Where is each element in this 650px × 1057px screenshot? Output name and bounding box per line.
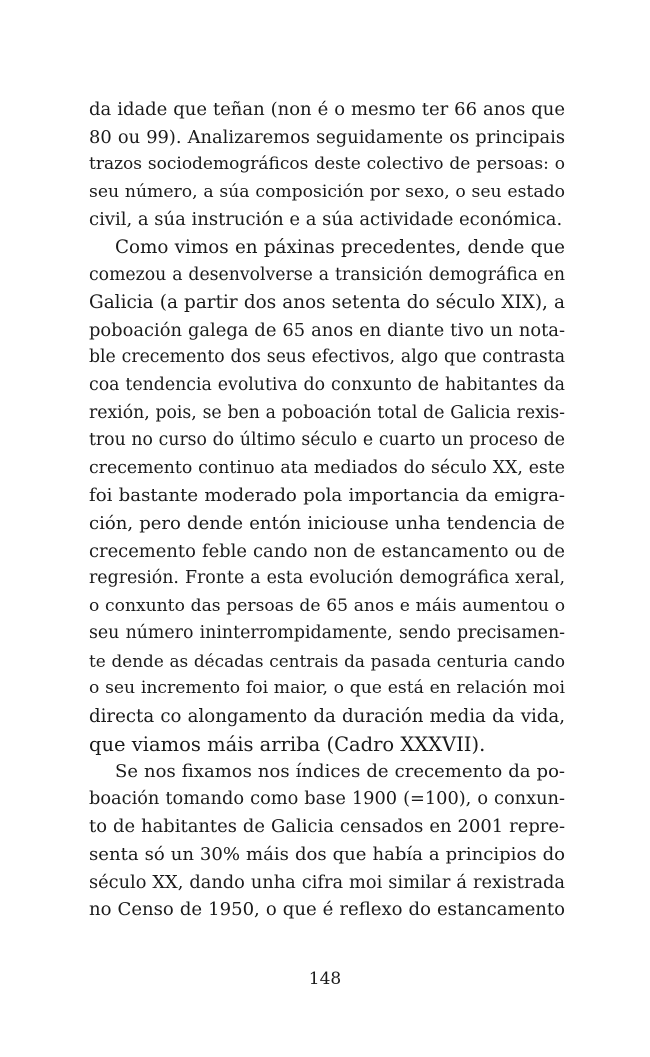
text-line: regresión. Fronte a esta evolución demográfica xeral, — [89, 568, 565, 589]
text-line: coa tendencia evolutiva do conxunto de habitantes da — [89, 374, 565, 395]
body-text — [89, 96, 565, 924]
text-line: rexión, pois, se ben a poboación total de Galicia rexis- — [89, 402, 565, 423]
text-line: 80 ou 99). Analizaremos seguidamente os principais — [89, 126, 565, 148]
text-line: no Censo de 1950, o que é reflexo do estancamento — [89, 899, 565, 921]
text-line: foi bastante moderado pola importancia da emigra- — [89, 485, 565, 507]
text-line: seu número, a súa composición por sexo, o seu estado — [89, 181, 565, 202]
text-line: to de habitantes de Galicia censados en 2001 repre- — [89, 816, 565, 838]
text-line: senta só un 30% máis dos que había a principios do — [89, 844, 565, 866]
text-line: o seu incremento foi maior, o que está en relación moi — [89, 678, 565, 699]
text-line: trazos sociodemográficos deste colectivo de persoas: o — [89, 154, 565, 175]
text-line: trou no curso do último século e cuarto un proceso de — [89, 430, 565, 451]
text-line: da idade que teñan (non é o mesmo ter 66 anos que — [89, 99, 565, 120]
text-line: Galicia (a partir dos anos setenta do século XIX), a — [89, 292, 565, 314]
text-line: ción, pero dende entón iniciouse unha tendencia de — [89, 512, 565, 534]
text-line: comezou a desenvolverse a transición demográfica en — [89, 264, 565, 285]
text-line: crecemento continuo ata mediados do século XX, este — [89, 457, 565, 478]
text-line: Se nos fixamos nos índices de crecemento da po- — [115, 761, 565, 783]
text-line: directa co alongamento da duración media da vida, — [89, 706, 565, 728]
text-line: Como vimos en páxinas precedentes, dende que — [115, 236, 565, 258]
text-line: civil, a súa instrución e a súa actividade económica. — [89, 209, 563, 231]
text-line: século XX, dando unha cifra moi similar á rexistrada — [89, 871, 565, 893]
text-line: crecemento feble cando non de estancamento ou de — [89, 540, 565, 562]
text-line: que viamos máis arriba (Cadro XXXVII). — [89, 732, 486, 756]
text-line: seu número ininterrompidamente, sendo precisamen- — [89, 623, 565, 644]
text-line: ble crecemento dos seus efectivos, algo que contrasta — [89, 347, 565, 368]
page-number: 148 — [308, 969, 342, 989]
text-line: poboación galega de 65 anos en diante tivo un nota- — [89, 319, 565, 341]
text-line: te dende as décadas centrais da pasada centuria cando — [89, 650, 565, 671]
text-line: o conxunto das persoas de 65 anos e máis aumentou o — [89, 595, 565, 616]
text-line: boación tomando como base 1900 (=100), o conxun- — [89, 788, 565, 809]
